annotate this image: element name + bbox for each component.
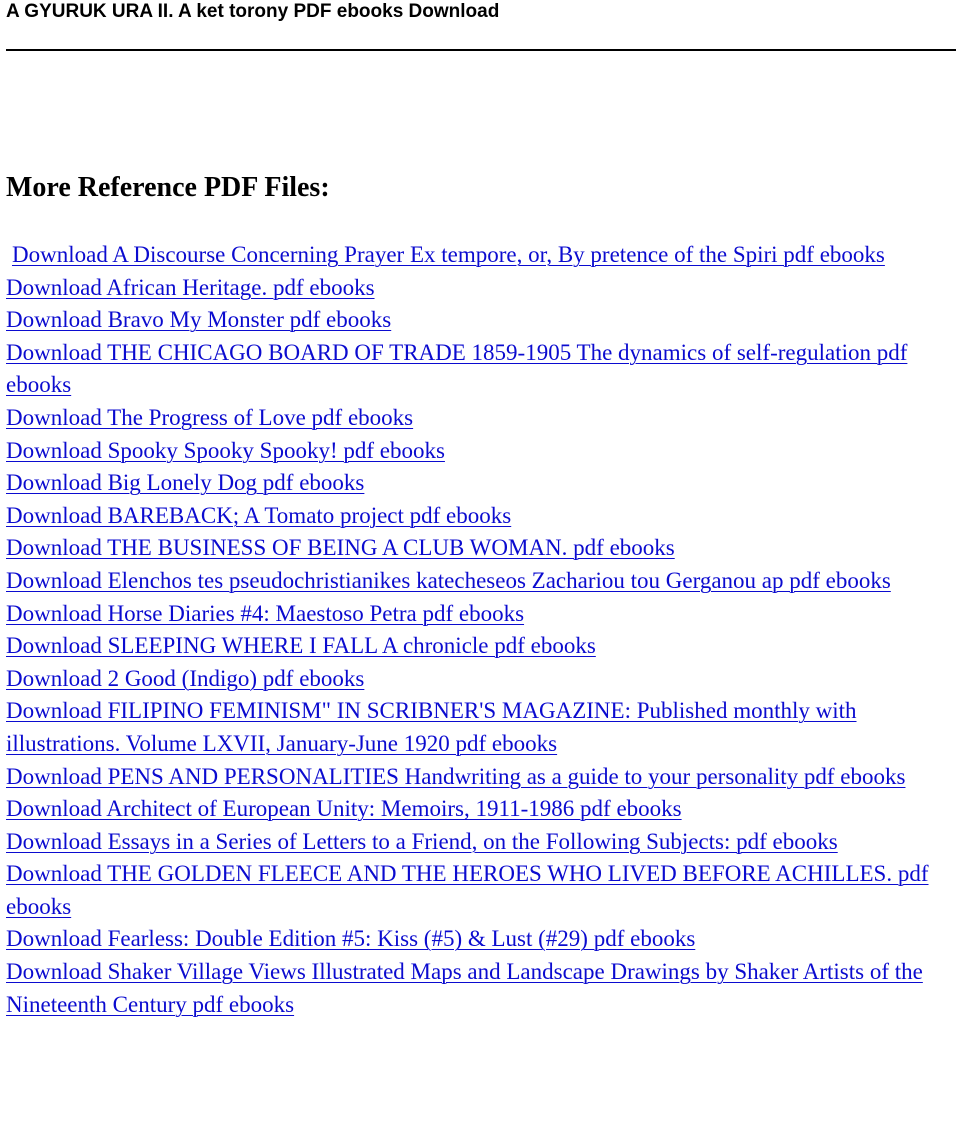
list-item: [6, 956, 954, 1021]
list-item: [6, 239, 954, 272]
list-item: [6, 663, 954, 696]
download-link[interactable]: Download THE BUSINESS OF BEING A CLUB WOMAN. pdf ebooks: [6, 535, 675, 561]
download-link[interactable]: Download THE CHICAGO BOARD OF TRADE 1859-1905 The dynamics of self-regulation pdf ebooks: [6, 339, 908, 398]
list-item: [6, 435, 954, 468]
download-link[interactable]: Download Essays in a Series of Letters to a Friend, on the Following Subjects: pdf ebooks: [6, 828, 838, 854]
list-item: [6, 402, 954, 435]
download-link[interactable]: Download PENS AND PERSONALITIES Handwriting as a guide to your personality pdf ebooks: [6, 763, 906, 789]
reference-link-list: [6, 239, 954, 1021]
download-link[interactable]: Download Shaker Village Views Illustrated Maps and Landscape Drawings by Shaker Artists of the Nineteenth Century pdf ebooks: [6, 959, 923, 1017]
download-link[interactable]: Download African Heritage. pdf ebooks: [6, 274, 375, 300]
download-link[interactable]: Download SLEEPING WHERE I FALL A chronicle pdf ebooks: [6, 633, 596, 659]
header-divider: [6, 49, 956, 51]
download-link[interactable]: Download THE GOLDEN FLEECE AND THE HEROES WHO LIVED BEFORE ACHILLES. pdf ebooks: [6, 861, 929, 919]
download-link[interactable]: Download Horse Diaries #4: Maestoso Petra pdf ebooks: [6, 600, 525, 626]
download-link[interactable]: Download Spooky Spooky Spooky! pdf ebooks: [6, 437, 445, 463]
download-link[interactable]: Download Fearless: Double Edition #5: Kiss (#5) & Lust (#29) pdf ebooks: [6, 926, 696, 952]
list-item: [6, 304, 954, 337]
list-item: [6, 761, 954, 794]
page-header-title: A GYURUK URA II. A ket torony PDF ebooks Download: [6, 1, 500, 22]
download-link[interactable]: Download A Discourse Concerning Prayer Ex tempore, or, By pretence of the Spiri pdf ebooks: [12, 242, 885, 267]
download-link[interactable]: Download The Progress of Love pdf ebooks: [6, 404, 414, 430]
section-heading: More Reference PDF Files:: [6, 172, 330, 203]
list-item: [6, 793, 954, 826]
list-item: [6, 923, 954, 956]
list-item: [6, 272, 954, 305]
list-item: [6, 467, 954, 500]
download-link[interactable]: Download BAREBACK; A Tomato project pdf ebooks: [6, 502, 512, 528]
list-item: [6, 532, 954, 565]
list-item: [6, 695, 954, 760]
download-link[interactable]: Download Bravo My Monster pdf ebooks: [6, 307, 392, 333]
download-link[interactable]: Download Architect of European Unity: Memoirs, 1911-1986 pdf ebooks: [6, 796, 682, 822]
list-item: [6, 337, 954, 402]
download-link[interactable]: Download 2 Good (Indigo) pdf ebooks: [6, 665, 365, 691]
list-item: [6, 630, 954, 663]
list-item: [6, 598, 954, 631]
list-item: [6, 565, 954, 598]
list-item: [6, 858, 954, 923]
download-link[interactable]: Download FILIPINO FEMINISM" IN SCRIBNER'S MAGAZINE: Published monthly with illustrations. Volume LXVII, January-June 1920 pdf ebooks: [6, 698, 857, 756]
list-item: [6, 500, 954, 533]
download-link[interactable]: Download Elenchos tes pseudochristianikes katecheseos Zachariou tou Gerganou ap pdf ebooks: [6, 567, 891, 593]
list-item: [6, 826, 954, 859]
download-link[interactable]: Download Big Lonely Dog pdf ebooks: [6, 470, 365, 496]
